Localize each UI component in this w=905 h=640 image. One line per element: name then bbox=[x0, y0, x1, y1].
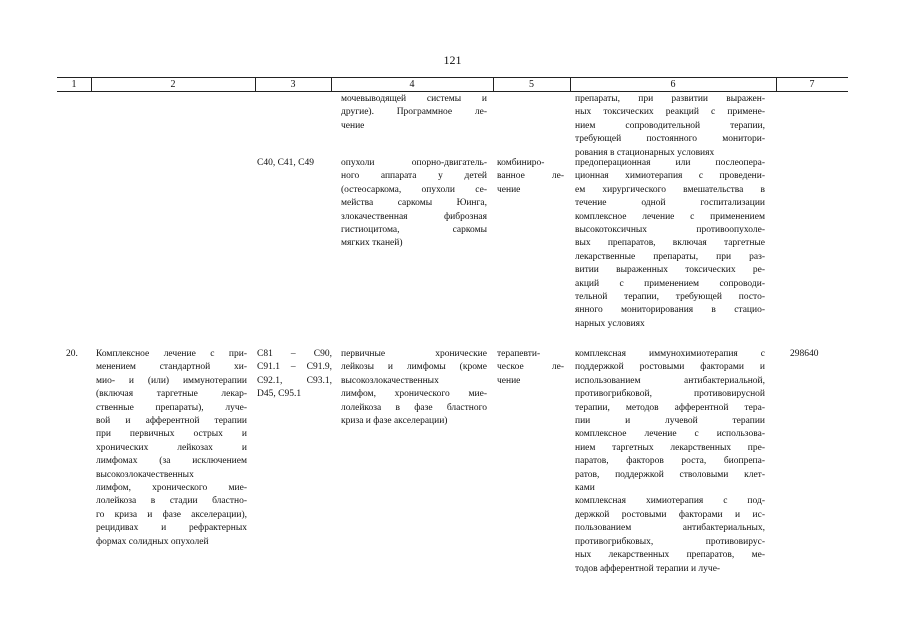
header-col-6: 6 bbox=[670, 79, 676, 90]
text-line: мейства саркомы Юинга, bbox=[341, 198, 487, 209]
text-line: высокозлокачественных bbox=[341, 375, 439, 386]
text-line: вой и афферентной терапии bbox=[96, 416, 247, 427]
text-line: комплексная иммунохимиотерапия с bbox=[575, 349, 765, 359]
treatment-method bbox=[575, 348, 765, 576]
header-col-7: 7 bbox=[809, 79, 815, 90]
text-line: нием таргетных лекарственных пре- bbox=[575, 442, 765, 453]
continuation-disease-text bbox=[341, 93, 487, 133]
icd-codes bbox=[257, 348, 332, 402]
header-col-5: 5 bbox=[529, 79, 534, 90]
text-line: ных токсических реакций с примене- bbox=[575, 107, 765, 118]
text-line: C91.1 – C91.9, bbox=[257, 362, 332, 373]
row-number bbox=[66, 348, 86, 361]
text-line: криза и фазе акселерации) bbox=[341, 416, 448, 427]
text-line: противогрибковых, противовирус- bbox=[575, 536, 765, 547]
text-line: другие). Программное ле- bbox=[341, 107, 487, 118]
text-line: комплексное лечение с использова- bbox=[575, 429, 765, 440]
treatment-type bbox=[497, 157, 564, 197]
text-line: ческое ле- bbox=[497, 362, 564, 373]
text-line: комплексное лечение с применением bbox=[575, 211, 765, 222]
text-line: держкой ростовыми факторами и ис- bbox=[575, 509, 765, 520]
text-line: поддержкой ростовыми факторами и bbox=[575, 362, 765, 373]
text-line: высокотоксичных противоопухоле- bbox=[575, 225, 765, 236]
treatment-type bbox=[497, 348, 564, 388]
disease-description bbox=[341, 157, 487, 251]
cost-value bbox=[790, 348, 840, 361]
text-line: лимфомах (за исключением bbox=[96, 456, 247, 467]
text-line: менением стандартной хи- bbox=[96, 362, 247, 373]
text-line: высокозлокачественных bbox=[96, 469, 194, 480]
text-line: первичные хронические bbox=[341, 349, 487, 359]
table-header-row bbox=[57, 77, 848, 92]
text-line: C92.1, C93.1, bbox=[257, 375, 332, 386]
text-line: при первичных острых и bbox=[96, 429, 247, 440]
text-line: рецидивах и рефрактерных bbox=[96, 523, 247, 534]
text-line: лимфом, хронического мие- bbox=[341, 389, 487, 400]
header-col-2: 2 bbox=[170, 79, 176, 90]
text-line: чение bbox=[497, 184, 521, 195]
text-line: 298640 bbox=[790, 349, 819, 359]
text-line: тельной терапии, требующей посто- bbox=[575, 292, 765, 303]
text-line: ственные препараты), луче- bbox=[96, 402, 247, 413]
text-line: комплексная химиотерапия с под- bbox=[575, 496, 765, 507]
text-line: мио- и (или) иммунотерапии bbox=[96, 375, 247, 386]
text-line: использованием антибактериальной, bbox=[575, 375, 765, 386]
text-line: ного аппарата у детей bbox=[341, 171, 487, 182]
text-line: C81 – C90, bbox=[257, 349, 332, 359]
text-line: D45, C95.1 bbox=[257, 389, 302, 400]
disease-description bbox=[341, 348, 487, 428]
text-line: ционная химиотерапия с проведени- bbox=[575, 171, 765, 182]
text-line: хронических лейкозах и bbox=[96, 442, 247, 453]
treatment-method bbox=[575, 157, 765, 331]
text-line: противогрибковой, противовирусной bbox=[575, 389, 765, 400]
text-line: го криза и фазе акселерации), bbox=[96, 509, 247, 520]
text-line: акций с применением сопроводи- bbox=[575, 278, 765, 289]
text-line: лимфом, хронического мие- bbox=[96, 483, 247, 494]
text-line: мочевыводящей системы и bbox=[341, 94, 487, 104]
text-line: ванное ле- bbox=[497, 171, 564, 182]
text-line: предоперационная или послеопера- bbox=[575, 158, 765, 168]
text-line: рования в стационарных условиях bbox=[575, 147, 715, 158]
text-line: пользованием антибактериальных, bbox=[575, 523, 765, 534]
text-line: терапевти- bbox=[497, 349, 541, 359]
text-line: комбиниро- bbox=[497, 158, 545, 168]
care-profile-name bbox=[96, 348, 247, 549]
text-line: ками bbox=[575, 483, 595, 494]
text-line: лолейкоза в стадии бластно- bbox=[96, 496, 247, 507]
text-line: Комплексное лечение с при- bbox=[96, 349, 247, 359]
text-line: чение bbox=[497, 375, 521, 386]
text-line: лекарственные препараты, при раз- bbox=[575, 251, 765, 262]
text-line: злокачественная фиброзная bbox=[341, 211, 487, 222]
text-line: гистиоцитома, саркомы bbox=[341, 225, 487, 236]
text-line: ратов, поддержкой стволовыми клет- bbox=[575, 469, 765, 480]
text-line: янного мониторирования в стацио- bbox=[575, 305, 765, 316]
text-line: чение bbox=[341, 120, 365, 131]
header-col-3: 3 bbox=[290, 79, 296, 90]
text-line: нием сопроводительной терапии, bbox=[575, 120, 765, 131]
text-line: опухоли опорно-двигатель- bbox=[341, 158, 487, 168]
text-line: лолейкоза в фазе бластного bbox=[341, 402, 487, 413]
text-line: (остеосаркома, опухоли се- bbox=[341, 184, 487, 195]
page-number: 121 bbox=[443, 53, 462, 67]
text-line: течение одной госпитализации bbox=[575, 198, 765, 209]
text-line: препараты, при развитии выражен- bbox=[575, 94, 765, 104]
text-line: ных лекарственных препаратов, ме- bbox=[575, 550, 765, 561]
continuation-treatment-text bbox=[575, 93, 765, 160]
icd-codes bbox=[257, 157, 332, 170]
text-line: требующей постоянного монитори- bbox=[575, 134, 765, 145]
text-line: лейкозы и лимфомы (кроме bbox=[341, 362, 487, 373]
text-line: C40, C41, C49 bbox=[257, 158, 315, 168]
text-line: нарных условиях bbox=[575, 318, 645, 329]
text-line: вых препаратов, включая таргетные bbox=[575, 238, 765, 249]
text-line: формах солидных опухолей bbox=[96, 536, 209, 547]
text-line: ем хирургического вмешательства в bbox=[575, 184, 765, 195]
header-col-1: 1 bbox=[71, 79, 77, 90]
text-line: витии выраженных токсических ре- bbox=[575, 265, 765, 276]
text-line: (включая таргетные лекар- bbox=[96, 389, 247, 400]
text-line: пии и лучевой терапии bbox=[575, 416, 765, 427]
text-line: терапии, методов афферентной тера- bbox=[575, 402, 765, 413]
text-line: паратов, факторов роста, биопрепа- bbox=[575, 456, 765, 467]
text-line: тодов афферентной терапии и луче- bbox=[575, 563, 721, 574]
text-line: 20. bbox=[66, 349, 78, 359]
header-col-4: 4 bbox=[409, 79, 415, 90]
text-line: мягких тканей) bbox=[341, 238, 403, 249]
